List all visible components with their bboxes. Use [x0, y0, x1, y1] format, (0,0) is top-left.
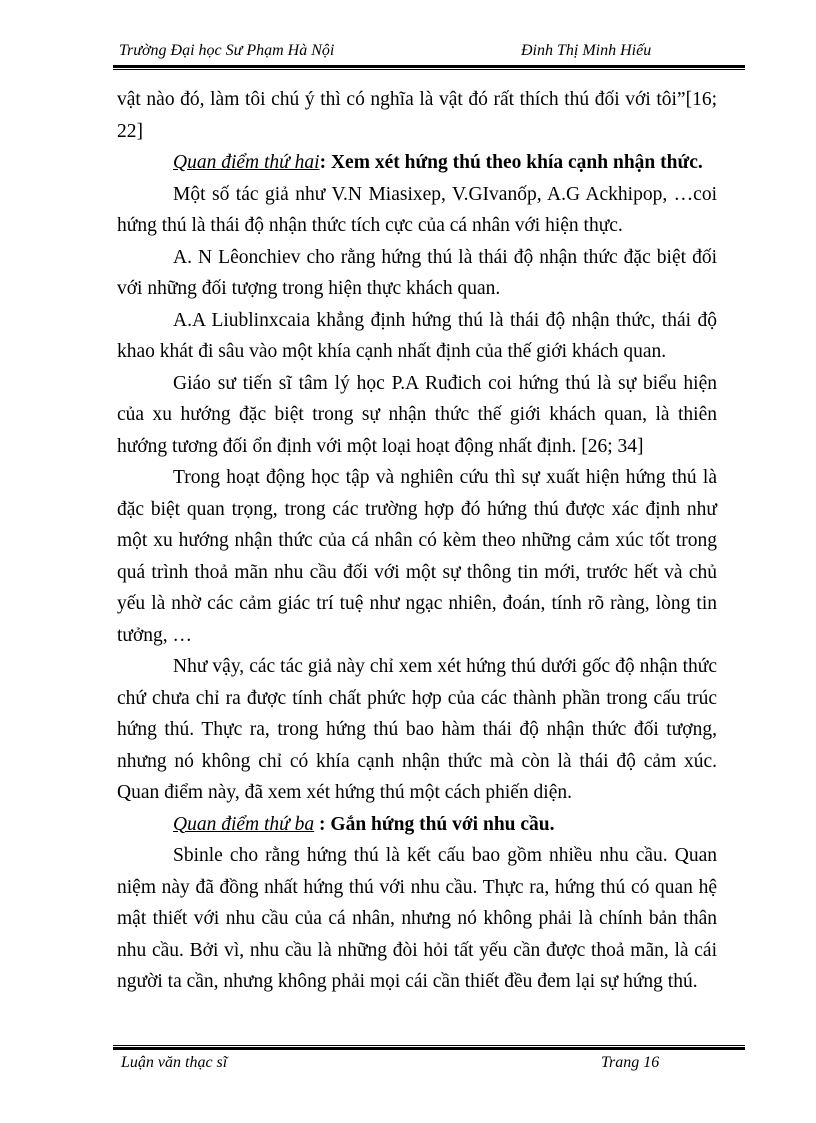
header-author: Đinh Thị Minh Hiếu — [521, 42, 652, 59]
paragraph: Một số tác giả như V.N Miasixep, V.GIvanốp, A.G Ackhipop, …coi hứng thú là thái độ nhận thức tích cực của cá nhân với hiện thực. — [117, 183, 717, 236]
viewpoint-title: Xem xét hứng thú theo khía cạnh nhận thức. — [330, 152, 703, 173]
paragraph: Như vậy, các tác giả này chỉ xem xét hứng thú dưới gốc độ nhận thức chứ chưa chỉ ra được tính chất phức hợp của các thành phần trong cấu trúc hứng thú. Thực ra, trong hứng thú bao hàm thái độ nhận thức đối tượng, nhưng nó không chỉ có khía cạnh nhận thức mà còn là thái độ cảm xúc. Quan điểm này, đã xem xét hứng thú một cách phiến diện. — [117, 656, 717, 803]
paragraph: Sbinle cho rằng hứng thú là kết cấu bao gồm nhiều nhu cầu. Quan niệm này đã đồng nhất hứng thú với nhu cầu. Thực ra, hứng thú có quan hệ mật thiết với nhu cầu của cá nhân, nhưng nó không phải là chính bản thân nhu cầu. Bởi vì, nhu cầu là những đòi hỏi tất yếu cần được thoả mãn, là cái người ta cần, nhưng không phải mọi cái cần thiết đều đem lại sự hứng thú. — [117, 845, 717, 992]
page-number: Trang 16 — [601, 1054, 660, 1071]
paragraph: Trong hoạt động học tập và nghiên cứu thì sự xuất hiện hứng thú là đặc biệt quan trọng, trong các trường hợp đó hứng thú được xác định như một xu hướng nhận thức của cá nhân có kèm theo những cảm xúc tốt trong quá trình thoả mãn nhu cầu đối với một sự thông tin mới, trước hết và chủ yếu là nhờ các cảm giác trí tuệ như ngạc nhiên, đoán, tính rõ ràng, lòng tin tưởng, … — [117, 467, 717, 646]
page-footer — [113, 1054, 745, 1078]
page-body — [117, 84, 717, 998]
page-header — [113, 40, 745, 64]
viewpoint-title: Gắn hứng thú với nhu cầu. — [330, 813, 555, 835]
paragraph: A.A Liublinxcaia khẳng định hứng thú là thái độ nhận thức, thái độ khao khát đi sâu vào một khía cạnh nhất định của thế giới khách quan. — [117, 309, 717, 362]
viewpoint-separator: : — [319, 152, 331, 173]
viewpoint-three-heading — [117, 809, 717, 841]
footer-rule — [113, 1045, 745, 1050]
viewpoint-separator: : — [314, 813, 331, 835]
paragraph: Giáo sư tiến sĩ tâm lý học P.A Ruđich coi hứng thú là sự biểu hiện của xu hướng đặc biệt trong sự nhận thức thế giới khách quan, là thiên hướng tương đối ổn định với một loại hoạt động nhất định. [26; 34] — [117, 372, 717, 457]
paragraph: A. N Lêonchiev cho rằng hứng thú là thái độ nhận thức đặc biệt đối với những đối tượng trong hiện thực khách quan. — [117, 246, 717, 299]
footer-thesis: Luận văn thạc sĩ — [121, 1054, 228, 1071]
viewpoint-two-heading — [117, 147, 717, 179]
header-school: Trường Đại học Sư Phạm Hà Nội — [119, 42, 335, 59]
header-rule — [113, 65, 745, 70]
paragraph-continuation: vật nào đó, làm tôi chú ý thì có nghĩa là vật đó rất thích thú đối với tôi”[16; 22] — [117, 89, 717, 142]
viewpoint-label: Quan điểm thứ ba — [173, 813, 315, 835]
viewpoint-label: Quan điểm thứ hai — [173, 152, 320, 173]
